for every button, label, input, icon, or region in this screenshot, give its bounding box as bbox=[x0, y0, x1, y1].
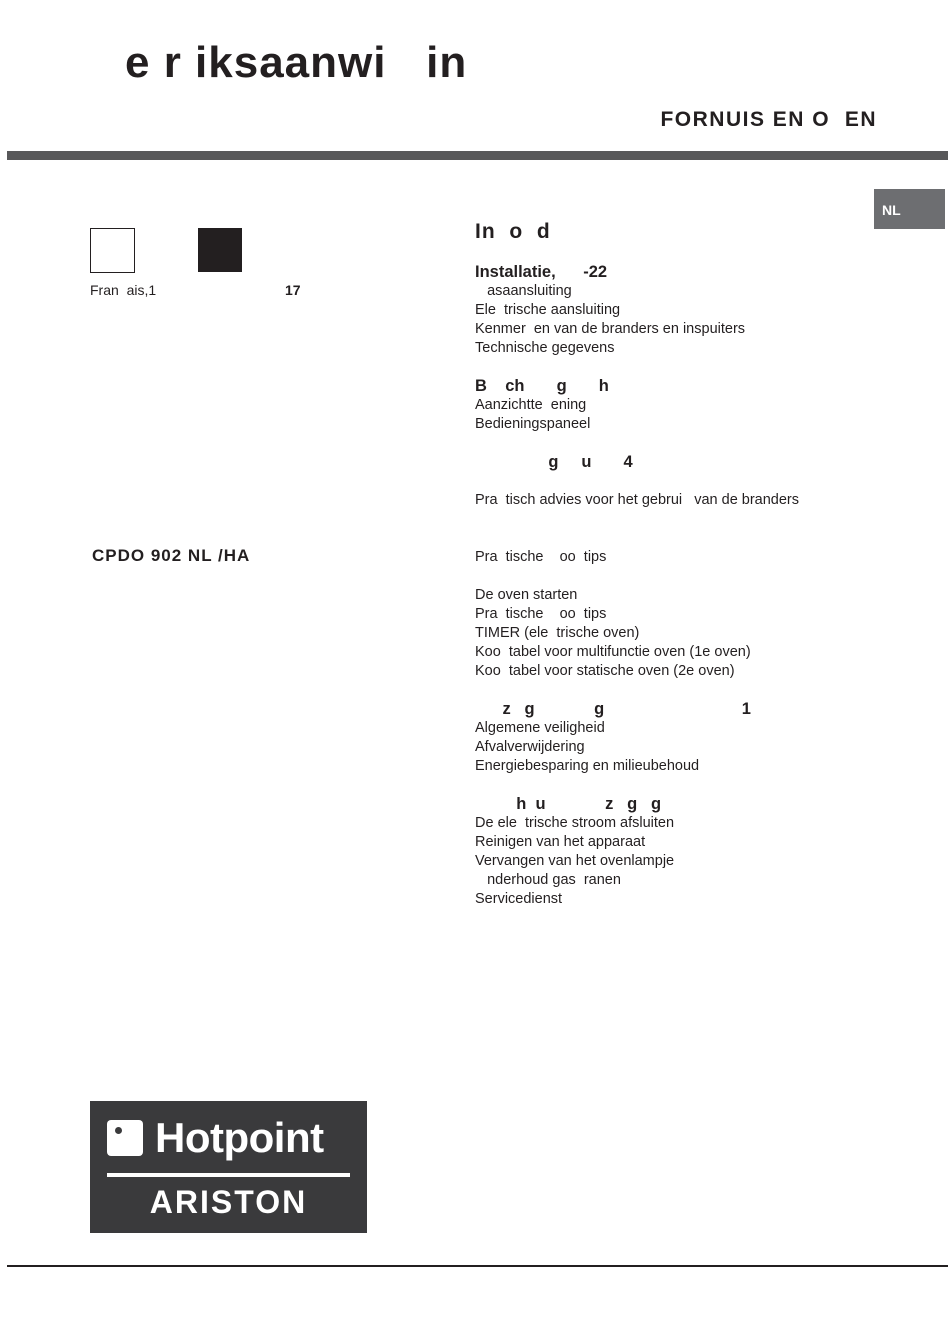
logo-brand-text: Hotpoint bbox=[155, 1114, 324, 1161]
bottom-divider bbox=[7, 1265, 948, 1267]
toc-item: Koo tabel voor multifunctie oven (1e oven) bbox=[475, 644, 751, 660]
model-number: CPDO 902 NL /HA bbox=[92, 546, 251, 565]
toc-item: Ele trische aansluiting bbox=[475, 302, 621, 318]
toc-section-heading: Installatie, -22 bbox=[475, 263, 608, 281]
toc-item bbox=[475, 472, 875, 491]
language-box-white bbox=[90, 228, 135, 273]
toc-item: Koo tabel voor statische oven (2e oven) bbox=[475, 663, 735, 679]
toc-item: Pra tische oo tips bbox=[475, 549, 607, 565]
toc-item: TIMER (ele trische oven) bbox=[475, 625, 640, 641]
toc-item: Pra tisch advies voor het gebrui van de branders bbox=[475, 492, 800, 508]
toc-item: Pra tische oo tips bbox=[475, 606, 607, 622]
toc-section bbox=[475, 699, 875, 776]
toc-section-heading: g u 4 bbox=[475, 453, 633, 471]
toc-item: Algemene veiligheid bbox=[475, 720, 605, 736]
toc-section bbox=[475, 528, 875, 681]
toc-item: Technische gegevens bbox=[475, 340, 615, 356]
language-label: Fran ais,1 bbox=[90, 282, 157, 298]
document-subtitle: FORNUIS EN O EN bbox=[660, 108, 877, 131]
hotpoint-ariston-logo bbox=[90, 1101, 367, 1233]
toc-item: Kenmer en van de branders en inspuiters bbox=[475, 321, 746, 337]
toc-title: In o d bbox=[475, 220, 551, 243]
toc-item: Bedieningspaneel bbox=[475, 416, 591, 432]
toc-item: De ele trische stroom afsluiten bbox=[475, 815, 675, 831]
language-tab: NL bbox=[874, 189, 945, 229]
toc-item: Energiebesparing en milieubehoud bbox=[475, 758, 700, 774]
toc-item: nderhoud gas ranen bbox=[475, 872, 621, 888]
toc-section-heading: B ch g h bbox=[475, 377, 609, 395]
toc-section bbox=[475, 794, 875, 909]
toc-section-heading: z g g 1 bbox=[475, 700, 751, 718]
toc-item: asaansluiting bbox=[475, 283, 572, 299]
toc-section bbox=[475, 452, 875, 510]
toc-item bbox=[475, 567, 875, 586]
toc-item: Afvalverwijdering bbox=[475, 739, 585, 755]
toc-item: Vervangen van het ovenlampje bbox=[475, 853, 675, 869]
toc-item: Aanzichtte ening bbox=[475, 397, 587, 413]
document-title: e r iksaanwi in bbox=[125, 38, 468, 87]
language-box-black bbox=[198, 228, 242, 272]
toc-section-heading bbox=[475, 528, 875, 548]
toc-item: De oven starten bbox=[475, 587, 578, 603]
toc-section-heading: h u z g g bbox=[475, 795, 662, 813]
toc-item: Reinigen van het apparaat bbox=[475, 834, 646, 850]
language-page-number: 17 bbox=[285, 282, 301, 298]
logo-sub-text: ARISTON bbox=[149, 1184, 308, 1220]
logo-mark-icon bbox=[107, 1120, 143, 1156]
toc-section bbox=[475, 376, 875, 434]
top-divider bbox=[7, 151, 948, 160]
toc-item: Servicedienst bbox=[475, 891, 563, 907]
toc-section bbox=[475, 262, 875, 358]
logo-divider bbox=[107, 1173, 350, 1177]
